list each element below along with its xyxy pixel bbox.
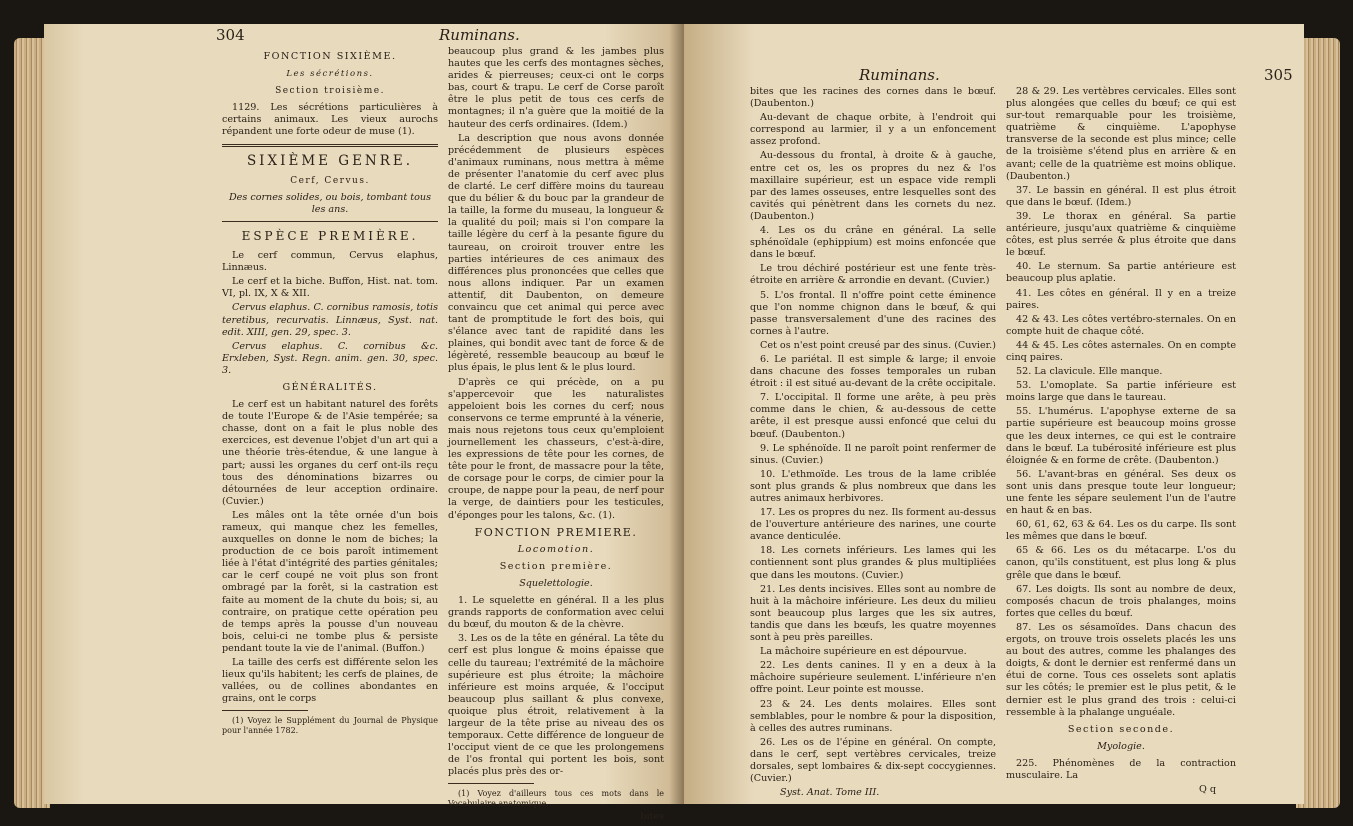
page-number: 305 xyxy=(1264,66,1293,84)
paragraph: 9. Le sphénoïde. Il ne paroît point renfermer de sinus. (Cuvier.) xyxy=(750,442,996,466)
paragraph: 42 & 43. Les côtes vertébro-sternales. On en compte huit de chaque côté. xyxy=(1006,313,1236,337)
paragraph: 3. Les os de la tête en général. La tête du cerf est plus longue & moins épaisse que celle du taureau; l'extrémité de la mâchoire supérieure est plus étroite; la mâchoire inférieure est moins arquée, & l'occiput beaucoup plus saillant & plus convexe, quoique plus étroit, relativement à la largeur de la tête prise au niveau des os temporaux. Cette différence de longueur de l'occiput vient de ce que les prolongemens de l'os frontal qui portent les bois, sont placés plus près des or- xyxy=(448,633,664,778)
paragraph: La mâchoire supérieure en est dépourvue. xyxy=(760,646,967,658)
paragraph: 18. Les cornets inférieurs. Les lames qui les contiennent sont plus grandes & plus multipliées que dans les moutons. (Cuvier.) xyxy=(750,545,996,581)
running-head: Ruminans. xyxy=(859,66,940,84)
heading: Locomotion. xyxy=(517,543,595,555)
paragraph: Cervus elaphus. C. cornibus &c. Erxleben, Syst. Regn. anim. gen. 30, spec. 3. xyxy=(222,340,438,376)
running-head: Ruminans. xyxy=(439,26,520,44)
left-column-2 xyxy=(448,46,664,826)
left-column-1 xyxy=(222,46,438,738)
paragraph: 23 & 24. Les dents molaires. Elles sont semblables, pour le nombre & pour la disposition, à celles des autres ruminans. xyxy=(750,698,996,734)
paragraph: 53. L'omoplate. Sa partie inférieure est moins large que dans le taureau. xyxy=(1006,380,1236,404)
heading: FONCTION SIXIÈME. xyxy=(263,51,397,62)
paragraph: 40. Le sternum. Sa partie antérieure est beaucoup plus aplatie. xyxy=(1006,261,1236,285)
genre-heading: SIXIÈME GENRE. xyxy=(246,152,414,169)
heading: FONCTION PREMIERE. xyxy=(474,525,638,539)
espece-heading: ESPÈCE PREMIÈRE. xyxy=(241,228,419,243)
paragraph: 52. La clavicule. Elle manque. xyxy=(1016,366,1163,378)
right-column-1 xyxy=(750,86,996,801)
paragraph: 17. Les os propres du nez. Ils forment au-dessus de l'ouverture antérieure des narines, une courte avance denticulée. xyxy=(750,507,996,543)
generalites-heading: GÉNÉRALITÉS. xyxy=(282,381,378,393)
paragraph: La taille des cerfs est différente selon les lieux qu'ils habitent; les cerfs de plaines, de vallées, ou de collines abondantes en grains, ont le corps xyxy=(222,657,438,705)
paragraph: 41. Les côtes en général. Il y en a treize paires. xyxy=(1006,287,1236,311)
genre-description: Des cornes solides, ou bois, tombant tous les ans. xyxy=(228,191,431,215)
signature-mark: Syst. Anat. Tome III. xyxy=(780,787,880,799)
paragraph: 37. Le bassin en général. Il est plus étroit que dans le bœuf. (Idem.) xyxy=(1006,184,1236,208)
paragraph: 22. Les dents canines. Il y en a deux à la mâchoire supérieure seulement. L'inférieure n'en offre point. Leur pointe est mousse. xyxy=(750,660,996,696)
paragraph: beaucoup plus grand & les jambes plus hautes que les cerfs des montagnes sèches, arides & pierreuses; ceux-ci ont le corps bas, court & trapu. Le cerf de Corse paroît être le plus petit de tous ces cerfs de montagnes; il n'a guère que la moitié de la hauteur des cerfs ordinaires. (Idem.) xyxy=(448,46,664,130)
footnote-rule xyxy=(448,783,534,784)
heading: Myologie. xyxy=(1097,740,1145,752)
heading: Section troisième. xyxy=(275,86,385,97)
right-page xyxy=(684,24,1304,804)
paragraph: Cervus elaphus. C. cornibus ramosis, totis teretibus, recurvatis. Linnæus, Syst. nat. edit. XIII, gen. 29, spec. 3. xyxy=(222,302,438,338)
paragraph: La description que nous avons donnée précédemment de plusieurs espèces d'animaux ruminans, nous mettra à même de présenter l'anatomie du cerf avec plus de clarté. Le cerf diffère moins du taureau que du bélier & du bouc par la grandeur de la taille, la forme du museau, la longueur & la qualité du poil; mais si l'on compare la taille légère du cerf à la pesante figure du taureau, on croiroit trouver entre les parties intérieures de ces animaux des différences plus prononcées que celles que nous allons indiquer. Par un examen attentif, dit Daubenton, on demeure convaincu que cet animal qui perce avec tant de promptitude le fort des bois, qui s'élance avec tant de rapidité dans les plaines, qui bondit avec tant de force & de légèreté, ressemble beaucoup au bœuf le plus épais, le plus lent & le plus lourd. xyxy=(448,132,664,374)
open-book xyxy=(14,8,1340,823)
paragraph: 65 & 66. Les os du métacarpe. L'os du canon, qu'ils constituent, est plus long & plus grêle que dans le bœuf. xyxy=(1006,545,1236,581)
paragraph: 4. Les os du crâne en général. La selle sphénoïdale (ephippium) est moins enfoncée que dans le bœuf. xyxy=(750,225,996,261)
genre-name: Cerf, Cervus. xyxy=(290,175,370,186)
heading: Les sécrétions. xyxy=(286,69,374,80)
paragraph: 225. Phénomènes de la contraction musculaire. La xyxy=(1006,757,1236,781)
paragraph: 1129. Les sécrétions particulières à certains animaux. Les vieux aurochs répandent une forte odeur de muse (1). xyxy=(222,102,438,138)
paragraph: 56. L'avant-bras en général. Ses deux os sont unis dans presque toute leur longueur; une fente les sépare seulement l'un de l'autre en haut & en bas. xyxy=(1006,468,1236,517)
footnote: (1) Voyez d'ailleurs tous ces mots dans le Vocabulaire anatomique. xyxy=(448,789,664,809)
paragraph: Le cerf commun, Cervus elaphus, Linnæus. xyxy=(222,250,438,274)
page-number: 304 xyxy=(216,26,245,44)
paragraph: 5. L'os frontal. Il n'offre point cette éminence que l'on nomme chignon dans le bœuf, & qui passe transversalement d'une des racines des cornes à l'autre. xyxy=(750,289,996,337)
paragraph: Au-dessous du frontal, à droite & à gauche, entre cet os, les os propres du nez & l'os maxillaire supérieur, est un espace vide rempli par des lames osseuses, entre lesquelles sont des cavités qui pénètrent dans les cornets du nez. (Daubenton.) xyxy=(750,150,996,222)
paragraph: 26. Les os de l'épine en général. On compte, dans le cerf, sept vertèbres cervicales, treize dorsales, sept lombaires & dix-sept coccygiennes. (Cuvier.) xyxy=(750,736,996,785)
paragraph: 7. L'occipital. Il forme une arête, à peu près comme dans le chien, & au-dessous de cette arête, il est presque aussi enfoncé que celui du bœuf. (Daubenton.) xyxy=(750,392,996,440)
footnote: (1) Voyez le Supplément du Journal de Physique pour l'année 1782. xyxy=(222,716,438,736)
catchword: bites xyxy=(640,811,664,823)
signature-mark: Q q xyxy=(1198,784,1216,796)
paragraph: 6. Le pariétal. Il est simple & large; il envoie dans chacune des fosses temporales un ruban étroit : il est situé au-devant de la crête occipitale. xyxy=(750,353,996,390)
paragraph: 44 & 45. Les côtes asternales. On en compte cinq paires. xyxy=(1006,339,1236,363)
footnote-rule xyxy=(222,710,308,711)
divider xyxy=(222,144,438,147)
paragraph: Le cerf est un habitant naturel des forêts de toute l'Europe & de l'Asie tempérée; sa chasse, dont on a fait le plus noble des exercices, est devenue l'objet d'un art qui a une théorie très-étendue, & une langue à part; aussi les organes du cerf ont-ils reçu tous des dénominations bizarres ou détournées de leur acception ordinaire. (Cuvier.) xyxy=(222,399,438,507)
paragraph: Le trou déchiré postérieur est une fente très-étroite en arrière & arrondie en devant. (Cuvier.) xyxy=(750,263,996,287)
paragraph: 60, 61, 62, 63 & 64. Les os du carpe. Ils sont les mêmes que dans le bœuf. xyxy=(1006,519,1236,543)
paragraph: D'après ce qui précède, on a pu s'appercevoir que les naturalistes appeloient bois les cornes du cerf; nous conservons ce terme emprunté à la vénerie, mais nous rejetons tous ceux qu'emploient journellement les chasseurs, c'est-à-dire, les expressions de tête pour les cornes, de tête pour le front, de massacre pour la tête, de corsage pour le corps, de cimier pour la croupe, de nappe pour la peau, de nerf pour la verge, de daintiers pour les testicules, d'éponges pour les talons, &c. (1). xyxy=(448,376,664,521)
paragraph: 39. Le thorax en général. Sa partie antérieure, jusqu'aux quatrième & cinquième côtes, est plus serrée & plus étroite que dans le bœuf. xyxy=(1006,210,1236,259)
paragraph: 10. L'ethmoïde. Les trous de la lame criblée sont plus grands & plus nombreux que dans les autres animaux herbivores. xyxy=(750,468,996,504)
heading: Squelettologie. xyxy=(519,577,593,589)
paragraph: 28 & 29. Les vertèbres cervicales. Elles sont plus alongées que celles du bœuf; ce qui est sur-tout remarquable pour les troisième, quatrième & cinquième. L'apophyse transverse de la seconde est plus mince; celle de la troisième s'étend plus en arrière & en avant; celle de la quatrième est moins oblique. (Daubenton.) xyxy=(1006,86,1236,182)
paragraph: 55. L'humérus. L'apophyse externe de sa partie supérieure est beaucoup moins grosse que les deux internes, ce qui est le contraire dans le bœuf. La tubérosité inférieure est plus éloignée & en forme de crête. (Daubenton.) xyxy=(1006,406,1236,466)
paragraph: 87. Les os sésamoïdes. Dans chacun des ergots, on trouve trois osselets placés les uns au bout des autres, comme les phalanges des doigts, & dont le dernier est renfermé dans un étui de corne. Tous ces osselets sont aplatis sur les côtés; le premier est le plus petit, & le dernier est le plus grand des trois : celui-ci ressemble à la phalange unguéale. xyxy=(1006,621,1236,718)
paragraph: Cet os n'est point creusé par des sinus. (Cuvier.) xyxy=(760,339,996,351)
paragraph: Les mâles ont la tête ornée d'un bois rameux, qui manque chez les femelles, auxquelles on donne le nom de biches; la production de ce bois paroît intimement liée à l'état d'intégrité des parties génitales; car le cerf coupé ne voit plus son front ombragé par la forêt, si la castration est faite au moment de la chute du bois; si, au contraire, on pratique cette opération peu de temps après la pousse d'un nouveau bois, celui-ci ne tombe plus & persiste pendant toute la vie de l'animal. (Buffon.) xyxy=(222,509,438,654)
paragraph: bites que les racines des cornes dans le bœuf. (Daubenton.) xyxy=(750,86,996,110)
paragraph: 67. Les doigts. Ils sont au nombre de deux, composés chacun de trois phalanges, moins fortes que celles du bœuf. xyxy=(1006,583,1236,619)
paragraph: Au-devant de chaque orbite, à l'endroit qui correspond au larmier, il y a un enfoncement assez profond. xyxy=(750,112,996,148)
right-column-2 xyxy=(1006,86,1236,798)
left-page xyxy=(44,24,684,823)
divider xyxy=(222,221,438,222)
heading: Section première. xyxy=(499,560,613,572)
paragraph: 1. Le squelette en général. Il a les plus grands rapports de conformation avec celui du bœuf, du mouton & de la chèvre. xyxy=(448,595,664,631)
paragraph: Le cerf et la biche. Buffon, Hist. nat. tom. VI, pl. IX, X & XII. xyxy=(222,276,438,300)
heading: Section seconde. xyxy=(1067,723,1175,735)
paragraph: 21. Les dents incisives. Elles sont au nombre de huit à la mâchoire inférieure. Les deux du milieu sont beaucoup plus larges que les six autres, tandis que dans les bœufs, les quatre moyennes sont à peu près pareilles. xyxy=(750,583,996,644)
